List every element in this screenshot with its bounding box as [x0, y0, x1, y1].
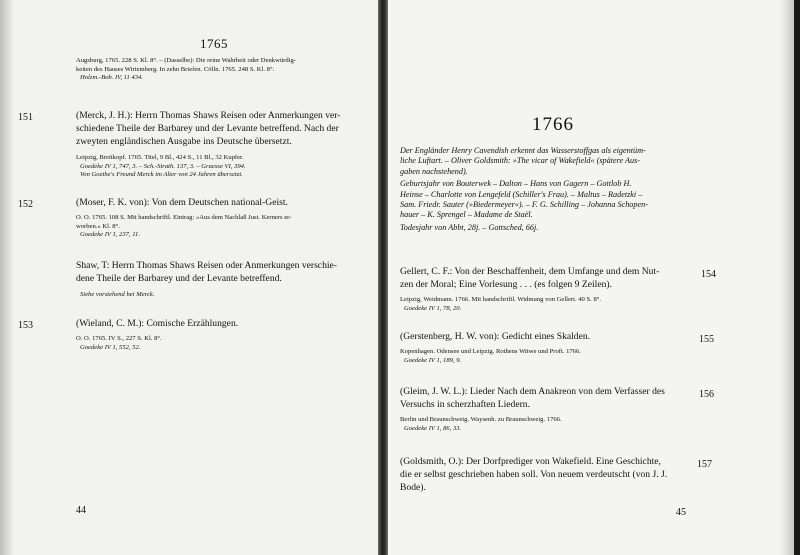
bibliography-entry: [400, 455, 696, 494]
intro-line: gaben nachstehend).: [400, 166, 468, 176]
entry-detail-line: Kopenhagen. Odensee und Leipzig. Rothens Witwe und Proft. 1766.: [400, 348, 581, 355]
entry-title-line: (Merck, J. H.): Herrn Thomas Shaws Reisen oder Anmerkungen ver-: [76, 110, 341, 121]
entry-reference-line: Goedeke IV 1, 552, 52.: [80, 343, 141, 351]
entry-title-line: (Gleim, J. W. L.): Lieder Nach dem Anakreon von dem Verfasser des: [400, 386, 665, 397]
carryover-line: Augsburg, 1765. 228 S. Kl. 8°. – (Dasselbe): Die reine Wahrheit oder Denkwürdig-: [76, 57, 296, 64]
entry-title-line: (Wieland, C. M.): Comische Erzählungen.: [76, 318, 239, 329]
birth-line: Geburtsjahr von Bouterwek – Dalton – Hans von Gagern – Gottlob H.: [400, 179, 632, 189]
page-number-left: 44: [76, 505, 86, 516]
entry-detail-line: Berlin und Braunschweig. Waysenh. zu Braunschweig. 1766.: [400, 416, 562, 423]
intro-line: Der Engländer Henry Cavendish erkennt das Wasserstoffgas als eigentüm-: [400, 146, 646, 155]
entry-detail-line: Leipzig, Weidmann. 1766. Mit handschriftl. Widmung von Gellert. 40 S. 8°.: [400, 296, 602, 303]
bibliography-entry: [76, 317, 366, 352]
page-shadow: [0, 0, 14, 555]
death-line: Todesjahr von Abbt, 28j. – Gottsched, 66j.: [400, 222, 539, 232]
bibliography-entry: [76, 196, 366, 240]
entry-title-line: Shaw, T: Herrn Thomas Shaws Reisen oder Anmerkungen verschie-: [76, 260, 337, 271]
entry-number: 154: [701, 269, 716, 280]
right-page: [388, 0, 794, 555]
entry-detail-line: O. O. 1765. IV S., 227 S. Kl. 8°.: [76, 335, 162, 342]
entry-title-line: schiedene Theile der Barbarey und der Levante betreffend. Nach der: [76, 123, 339, 134]
year-introduction: [400, 146, 698, 233]
page-shadow: [780, 0, 794, 555]
entry-number: 156: [699, 389, 714, 400]
birth-line: hauer – K. Sprengel – Madame de Staël.: [400, 210, 533, 220]
bibliography-entry: [76, 109, 366, 180]
carryover-entry: [76, 57, 364, 83]
entry-reference-line: Siehe vorstehend bei Merck.: [80, 291, 155, 298]
entry-number: 151: [18, 112, 33, 123]
entry-title-line: (Moser, F. K. von): Von dem Deutschen national-Geist.: [76, 197, 288, 208]
entry-reference-line: Goedeke IV 1, 747, 3. – Sch.-Strath. 137, 3. – Graesse VI, 394.: [80, 162, 246, 170]
entry-number: 155: [699, 334, 714, 345]
book-gutter: [378, 0, 388, 555]
left-page: [0, 0, 378, 555]
entry-title-line: dene Theile der Barbarey und der Levante betreffend.: [76, 273, 282, 284]
cross-reference-entry: [76, 259, 366, 300]
intro-line: liche Luftart. – Oliver Goldsmith: »The vicar of Wakefield« (spätere Aus-: [400, 156, 641, 166]
bibliography-entry: [400, 385, 696, 433]
entry-number: 157: [697, 459, 712, 470]
bibliography-entry: [400, 265, 696, 313]
entry-reference-line: Goedeke IV 1, 86, 33.: [404, 424, 462, 432]
entry-title-line: Versuchs in scherzhaften Liedern.: [400, 399, 530, 410]
entry-detail-line: O. O. 1765. 108 S. Mit handschriftl. Eintrag: »Aus dem Nachlaß Just. Kerners er-: [76, 214, 292, 221]
entry-detail-line: Leipzig, Breitkopf. 1765. Titel, 9 Bl., 424 S., 11 Bl., 32 Kupfer.: [76, 154, 244, 161]
entry-title-line: Gellert, C. F.: Von der Beschaffenheit, dem Umfange und dem Nut-: [400, 266, 660, 277]
entry-number: 153: [18, 320, 33, 331]
birth-line: Heinse – Charlotte von Lengefeld (Schiller's Frau). – Maltus – Radetzki –: [400, 189, 643, 199]
year-heading-right: 1766: [532, 114, 574, 135]
book-edge: [794, 0, 800, 555]
entry-reference-line: Goedeke IV 1, 189, 9.: [404, 356, 462, 364]
carryover-reference: Holzm.-Bob. IV, 11 434.: [80, 74, 143, 82]
entry-title-line: die er selbst geschrieben haben soll. Von neuem verdeutscht (von J. J.: [400, 469, 668, 480]
entry-title-line: Bode).: [400, 482, 426, 493]
entry-title-line: zweyten engländischen Ausgabe ins Deutsche übersetzt.: [76, 136, 292, 147]
entry-title-line: zen der Moral; Eine Vorlesung . . . (es folgen 9 Zeilen).: [400, 279, 612, 290]
entry-reference-line: Goedeke IV 1, 237, 11.: [80, 231, 140, 239]
entry-detail-line: worben.« Kl. 8°.: [76, 222, 120, 230]
year-heading-left: 1765: [200, 36, 228, 51]
entry-reference-line: Goedeke IV 1, 78, 20.: [404, 304, 462, 312]
birth-line: Sam. Friedr. Sauter (»Biedermeyer«). – F. G. Schilling – Johanna Schopen-: [400, 200, 648, 210]
entry-title-line: (Goldsmith, O.): Der Dorfprediger von Wakefield. Eine Geschichte,: [400, 456, 661, 467]
entry-number: 152: [18, 199, 33, 210]
entry-reference-line: Von Goethe's Freund Merck im Alter von 24 Jahren übersetzt.: [80, 171, 243, 179]
bibliography-entry: [400, 330, 696, 365]
entry-title-line: (Gerstenberg, H. W. von): Gedicht eines Skalden.: [400, 331, 591, 342]
carryover-line: keiten des Hauses Wirtemberg. In zehn Briefen. Cölln. 1765. 248 S. Kl. 8°.: [76, 65, 275, 73]
page-number-right: 45: [676, 507, 686, 518]
